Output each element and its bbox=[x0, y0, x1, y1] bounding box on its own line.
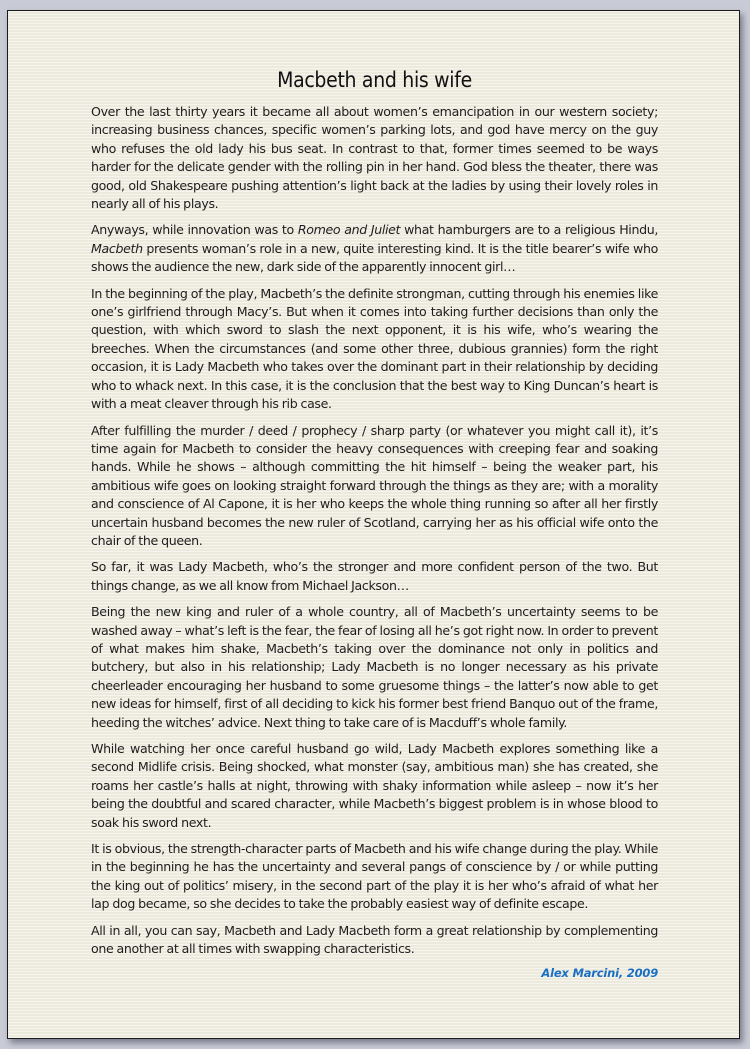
paragraph-5: So far, it was Lady Macbeth, who’s the stronger and more confident person of the two. But things change, as we all know from Michael Jackson… bbox=[91, 559, 658, 593]
play-title-romeo-and-juliet: Romeo and Juliet bbox=[297, 222, 401, 238]
paragraph-2-part-2: what hamburgers are to a religious Hindu, bbox=[400, 222, 659, 238]
play-title-macbeth: Macbeth bbox=[91, 240, 143, 256]
document-title: Macbeth and his wife bbox=[277, 68, 472, 92]
paragraph-4: After fulfilling the murder / deed / prophecy / sharp party (or whatever you might call it), it’s time again for Macbeth to consider the heavy consequences with creeping fear and soaking hands. While he shows – although committing the hit himself – being the weaker part, his ambitious wife goes on looking straight forward through the things as they are; with a morality and conscience of Al Capone, it is her who keeps the whole thing running so after all her firstly uncertain husband becomes the new ruler of Scotland, carrying her as his official wife onto the chair of the queen. bbox=[91, 422, 658, 548]
paragraph-1: Over the last thirty years it became all about women’s emancipation in our western society; increasing business chances, specific women’s parking lots, and god have mercy on the guy who refuses the old lady his bus seat. In contrast to that, former times seemed to be ways harder for the delicate gender with the rolling pin in her hand. God bless the theater, there was good, old Shakespeare pushing attention’s light back at the ladies by using their lovely roles in nearly all of his plays. bbox=[91, 104, 658, 212]
author-signature: Alex Marcini, 2009 bbox=[541, 966, 658, 981]
paragraph-2 bbox=[91, 221, 658, 276]
paragraph-8: It is obvious, the strength-character parts of Macbeth and his wife change during the play. While in the beginning he has the uncertainty and several pangs of conscience by / or while putting the king out of politics’ misery, in the second part of the play it is her who’s afraid of what her lap dog became, so she decides to take the probably easiest way of definite escape. bbox=[91, 841, 658, 912]
paragraph-3: In the beginning of the play, Macbeth’s the definite strongman, cutting through his enemies like one’s girlfriend through Macy’s. But when it comes into taking further decisions than only the question, with which sword to slash the next opponent, it is his wife, who’s wearing the breeches. When the circumstances (and some other three, dubious grannies) form the right occasion, it is Lady Macbeth who takes over the dominant part in their relationship by deciding who to whack next. In this case, it is the conclusion that the best way to King Duncan’s heart is with a meat cleaver through his rib case. bbox=[91, 285, 658, 412]
paragraph-9: All in all, you can say, Macbeth and Lady Macbeth form a great relationship by complementing one another at all times with swapping characteristics. bbox=[91, 922, 658, 957]
document-body bbox=[91, 67, 658, 980]
paragraph-2-part-1: Anyways, while innovation was to bbox=[91, 222, 298, 238]
paragraph-7: While watching her once careful husband go wild, Lady Macbeth explores something like a second Midlife crisis. Being shocked, what monster (say, ambitious man) she has created, she roams her castle’s halls at night, throwing with shaky information while asleep – now it’s her being the doubtful and scared character, while Macbeth’s biggest problem is in whose blood to soak his sword next. bbox=[91, 741, 658, 830]
document-page bbox=[7, 10, 740, 1039]
paragraph-6: Being the new king and ruler of a whole country, all of Macbeth’s uncertainty seems to be washed away – what’s left is the fear, the fear of losing all he’s got right now. In order to prevent of what makes him shake, Macbeth’s taking over the dominance not only in politics and butchery, but also in his relationship; Lady Macbeth is no longer necessary as his private cheerleader encouraging her husband to some gruesome things – the latter’s now able to get new ideas for himself, first of all deciding to kick his former best friend Banquo out of the frame, heeding the witches’ advice. Next thing to take care of is Macduff’s whole family. bbox=[91, 604, 658, 730]
paragraph-2-part-3: presents woman’s role in a new, quite interesting kind. It is the title bearer’s wife who shows the audience the new, dark side of the apparently innocent girl… bbox=[91, 240, 658, 275]
